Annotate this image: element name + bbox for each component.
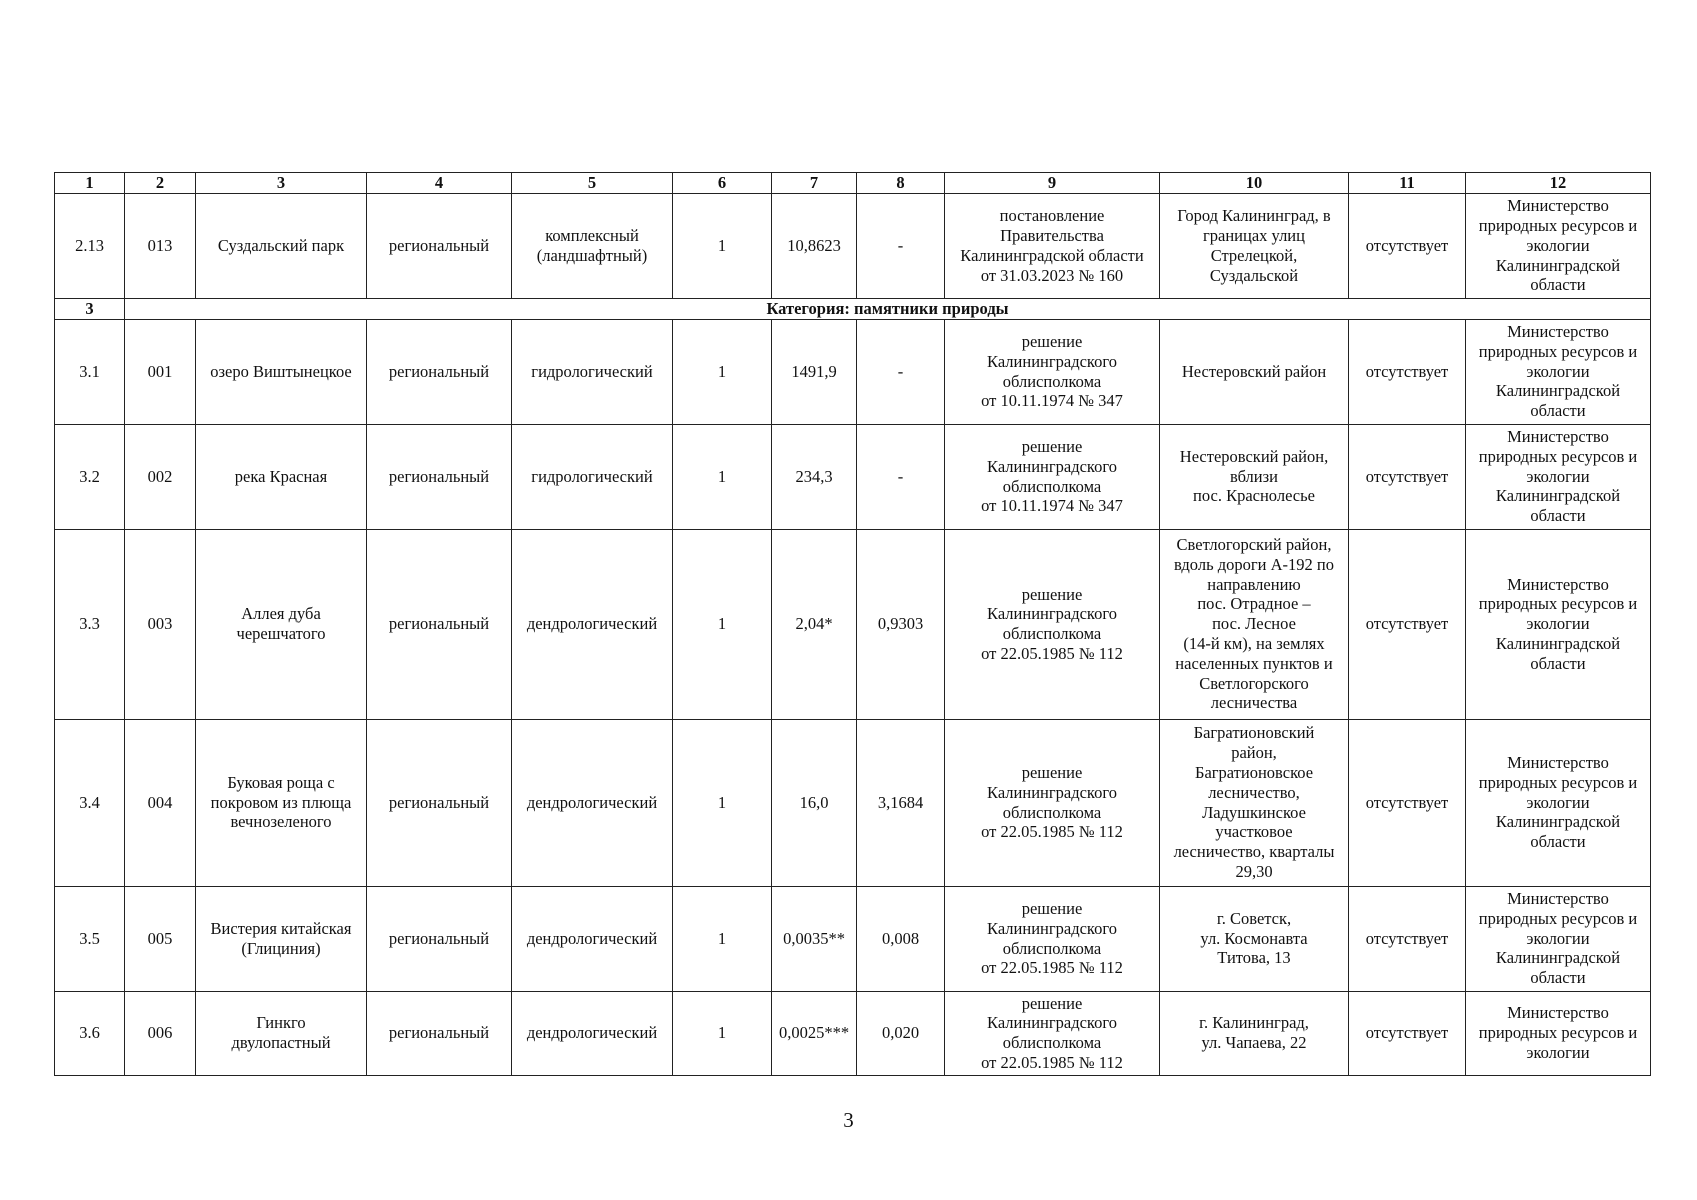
count: 1 (717, 1023, 727, 1043)
profile-cell (512, 193, 673, 298)
significance-cell (367, 193, 512, 298)
area-total-cell (772, 886, 857, 991)
location-cell (1160, 424, 1349, 529)
object-name: Суздальский парк (217, 235, 345, 255)
significance: региональный (388, 928, 490, 948)
cluster-info-cell (1349, 991, 1466, 1075)
count-cell (673, 991, 772, 1075)
significance-cell (367, 529, 512, 719)
location-cell (1160, 529, 1349, 719)
table-row (55, 424, 1651, 529)
location-cell (1160, 719, 1349, 886)
founding-document-cell (945, 719, 1160, 886)
category-number: 3 (55, 298, 125, 319)
managing-authority: Министерство природных ресурсов и экологии Калининградской области (1478, 574, 1638, 673)
object-code-cell (125, 319, 196, 424)
count: 1 (717, 928, 727, 948)
cluster-info: отсутствует (1365, 1023, 1449, 1043)
area-protection-zone: - (897, 466, 904, 486)
cluster-info: отсутствует (1365, 792, 1449, 812)
area-total: 0,0035** (783, 928, 845, 948)
managing-authority: Министерство природных ресурсов и экологии (1478, 1003, 1638, 1062)
page-number: 3 (843, 1108, 854, 1132)
location-cell (1160, 319, 1349, 424)
object-code-cell (125, 424, 196, 529)
object-name-cell (196, 991, 367, 1075)
count: 1 (717, 361, 727, 381)
column-number-row (55, 173, 1651, 194)
founding-document: решение Калининградского облисполкома от 10.11.1974 № 347 (981, 437, 1123, 516)
area-protection-zone-cell (857, 719, 945, 886)
category-row (55, 298, 1651, 319)
row-number-cell (55, 886, 125, 991)
profile: дендрологический (526, 792, 658, 812)
managing-authority-cell (1466, 193, 1651, 298)
significance-cell (367, 991, 512, 1075)
area-protection-zone-cell (857, 991, 945, 1075)
cluster-info-cell (1349, 193, 1466, 298)
column-number: 1 (55, 173, 125, 194)
registry-table (54, 172, 1651, 1076)
founding-document-cell (945, 319, 1160, 424)
area-total-cell (772, 319, 857, 424)
row-number-cell (55, 991, 125, 1075)
founding-document-cell (945, 991, 1160, 1075)
location-cell (1160, 193, 1349, 298)
cluster-info-cell (1349, 886, 1466, 991)
object-name: река Красная (234, 466, 328, 486)
column-number: 8 (857, 173, 945, 194)
row-number: 3.3 (79, 614, 100, 634)
managing-authority-cell (1466, 991, 1651, 1075)
cluster-info-cell (1349, 424, 1466, 529)
area-protection-zone: - (897, 361, 904, 381)
row-number-cell (55, 193, 125, 298)
profile: комплексный (ландшафтный) (536, 226, 648, 265)
significance-cell (367, 319, 512, 424)
count: 1 (717, 792, 727, 812)
significance-cell (367, 719, 512, 886)
location: г. Калининград, ул. Чапаева, 22 (1199, 1013, 1309, 1053)
area-total-cell (772, 193, 857, 298)
table-row (55, 319, 1651, 424)
object-name-cell (196, 193, 367, 298)
column-number: 3 (196, 173, 367, 194)
managing-authority: Министерство природных ресурсов и экологии Калининградской области (1478, 196, 1638, 295)
cluster-info-cell (1349, 529, 1466, 719)
profile-cell (512, 529, 673, 719)
significance: региональный (388, 466, 490, 486)
location: Светлогорский район, вдоль дороги А-192 по направлению пос. Отрадное – пос. Лесное (14-й км), на землях населенных пунктов и Светлогорского лесничества (1174, 535, 1334, 713)
profile-cell (512, 319, 673, 424)
area-protection-zone: - (897, 235, 904, 255)
founding-document-cell (945, 529, 1160, 719)
column-number: 7 (772, 173, 857, 194)
object-name: Аллея дуба черешчатого (236, 604, 326, 644)
count-cell (673, 193, 772, 298)
founding-document: решение Калининградского облисполкома от 22.05.1985 № 112 (981, 899, 1123, 978)
object-code: 013 (147, 235, 173, 255)
location-cell (1160, 991, 1349, 1075)
column-number: 2 (125, 173, 196, 194)
cluster-info: отсутствует (1365, 235, 1449, 255)
profile-cell (512, 991, 673, 1075)
count-cell (673, 424, 772, 529)
column-number: 12 (1466, 173, 1651, 194)
area-total: 2,04* (795, 614, 833, 634)
location: Город Калининград, в границах улиц Стрелецкой, Суздальской (1177, 206, 1331, 285)
cluster-info-cell (1349, 719, 1466, 886)
column-number: 5 (512, 173, 673, 194)
location: г. Советск, ул. Космонавта Титова, 13 (1200, 908, 1308, 968)
significance: региональный (388, 792, 490, 812)
cluster-info: отсутствует (1365, 614, 1449, 634)
object-name-cell (196, 319, 367, 424)
object-code-cell (125, 886, 196, 991)
founding-document: решение Калининградского облисполкома от 22.05.1985 № 112 (981, 993, 1123, 1072)
location: Багратионовский район, Багратионовское лесничество, Ладушкинское участковое лесничество, кварталы 29,30 (1173, 723, 1335, 881)
founding-document-cell (945, 886, 1160, 991)
count: 1 (717, 466, 727, 486)
row-number: 3.6 (79, 1023, 100, 1043)
row-number: 2.13 (75, 235, 104, 255)
cluster-info: отсутствует (1365, 928, 1449, 948)
count: 1 (717, 614, 727, 634)
column-number: 6 (673, 173, 772, 194)
cluster-info: отсутствует (1365, 361, 1449, 381)
object-code: 003 (147, 614, 173, 634)
area-protection-zone: 0,008 (881, 928, 920, 948)
count-cell (673, 719, 772, 886)
row-number: 3.5 (79, 928, 100, 948)
area-total: 10,8623 (787, 235, 841, 255)
significance-cell (367, 886, 512, 991)
category-label: Категория: памятники природы (125, 298, 1651, 319)
row-number: 3.1 (79, 361, 100, 381)
significance: региональный (388, 361, 490, 381)
area-protection-zone: 0,020 (881, 1023, 920, 1043)
row-number: 3.4 (79, 792, 100, 812)
managing-authority-cell (1466, 719, 1651, 886)
significance: региональный (388, 614, 490, 634)
profile-cell (512, 719, 673, 886)
founding-document: решение Калининградского облисполкома от 22.05.1985 № 112 (981, 584, 1123, 663)
area-total-cell (772, 719, 857, 886)
row-number-cell (55, 719, 125, 886)
founding-document: решение Калининградского облисполкома от 22.05.1985 № 112 (981, 763, 1123, 842)
profile: дендрологический (526, 928, 658, 948)
area-total: 234,3 (795, 466, 833, 486)
table-body (55, 173, 1651, 1076)
object-name: Буковая роща с покровом из плюща вечнозеленого (210, 772, 352, 832)
row-number-cell (55, 529, 125, 719)
profile: гидрологический (531, 466, 653, 486)
area-protection-zone-cell (857, 193, 945, 298)
object-code: 002 (147, 466, 173, 486)
founding-document-cell (945, 424, 1160, 529)
object-name: Вистерия китайская (Глициния) (210, 918, 352, 958)
profile: дендрологический (526, 1023, 658, 1043)
profile-cell (512, 886, 673, 991)
object-code: 001 (147, 361, 173, 381)
table-row (55, 991, 1651, 1075)
managing-authority-cell (1466, 529, 1651, 719)
area-total-cell (772, 424, 857, 529)
row-number-cell (55, 424, 125, 529)
object-code: 004 (147, 792, 173, 812)
count-cell (673, 319, 772, 424)
column-number: 11 (1349, 173, 1466, 194)
table-row (55, 886, 1651, 991)
managing-authority-cell (1466, 424, 1651, 529)
area-total: 1491,9 (791, 361, 837, 381)
managing-authority: Министерство природных ресурсов и экологии Калининградской области (1478, 427, 1638, 526)
object-name-cell (196, 529, 367, 719)
object-code-cell (125, 991, 196, 1075)
object-name: Гинкго двулопастный (231, 1013, 331, 1053)
area-protection-zone-cell (857, 886, 945, 991)
significance: региональный (388, 235, 490, 255)
managing-authority-cell (1466, 319, 1651, 424)
object-code-cell (125, 193, 196, 298)
object-name-cell (196, 886, 367, 991)
managing-authority-cell (1466, 886, 1651, 991)
location: Нестеровский район, вблизи пос. Краснолесье (1179, 446, 1329, 506)
area-protection-zone: 3,1684 (877, 792, 924, 812)
founding-document: решение Калининградского облисполкома от 10.11.1974 № 347 (981, 332, 1123, 411)
profile: дендрологический (526, 614, 658, 634)
area-protection-zone-cell (857, 424, 945, 529)
table-row (55, 719, 1651, 886)
table-row (55, 193, 1651, 298)
area-protection-zone-cell (857, 319, 945, 424)
area-total-cell (772, 991, 857, 1075)
managing-authority: Министерство природных ресурсов и экологии Калининградской области (1478, 889, 1638, 988)
object-code-cell (125, 719, 196, 886)
object-name-cell (196, 719, 367, 886)
count-cell (673, 886, 772, 991)
table-row (55, 529, 1651, 719)
row-number: 3.2 (79, 466, 100, 486)
object-code-cell (125, 529, 196, 719)
area-protection-zone: 0,9303 (877, 614, 924, 634)
founding-document: постановление Правительства Калининградской области от 31.03.2023 № 160 (960, 206, 1144, 285)
cluster-info-cell (1349, 319, 1466, 424)
area-total-cell (772, 529, 857, 719)
founding-document-cell (945, 193, 1160, 298)
column-number: 10 (1160, 173, 1349, 194)
column-number: 9 (945, 173, 1160, 194)
location-cell (1160, 886, 1349, 991)
object-name-cell (196, 424, 367, 529)
column-number: 4 (367, 173, 512, 194)
count-cell (673, 529, 772, 719)
area-protection-zone-cell (857, 529, 945, 719)
significance-cell (367, 424, 512, 529)
object-code: 006 (147, 1023, 173, 1043)
managing-authority: Министерство природных ресурсов и экологии Калининградской области (1478, 322, 1638, 421)
significance: региональный (388, 1023, 490, 1043)
count: 1 (717, 235, 727, 255)
location: Нестеровский район (1181, 361, 1327, 381)
profile: гидрологический (531, 361, 653, 381)
object-name: озеро Виштынецкое (210, 361, 352, 381)
row-number-cell (55, 319, 125, 424)
cluster-info: отсутствует (1365, 466, 1449, 486)
object-code: 005 (147, 928, 173, 948)
profile-cell (512, 424, 673, 529)
managing-authority: Министерство природных ресурсов и экологии Калининградской области (1478, 753, 1638, 852)
area-total: 0,0025*** (778, 1023, 850, 1043)
area-total: 16,0 (799, 792, 829, 812)
